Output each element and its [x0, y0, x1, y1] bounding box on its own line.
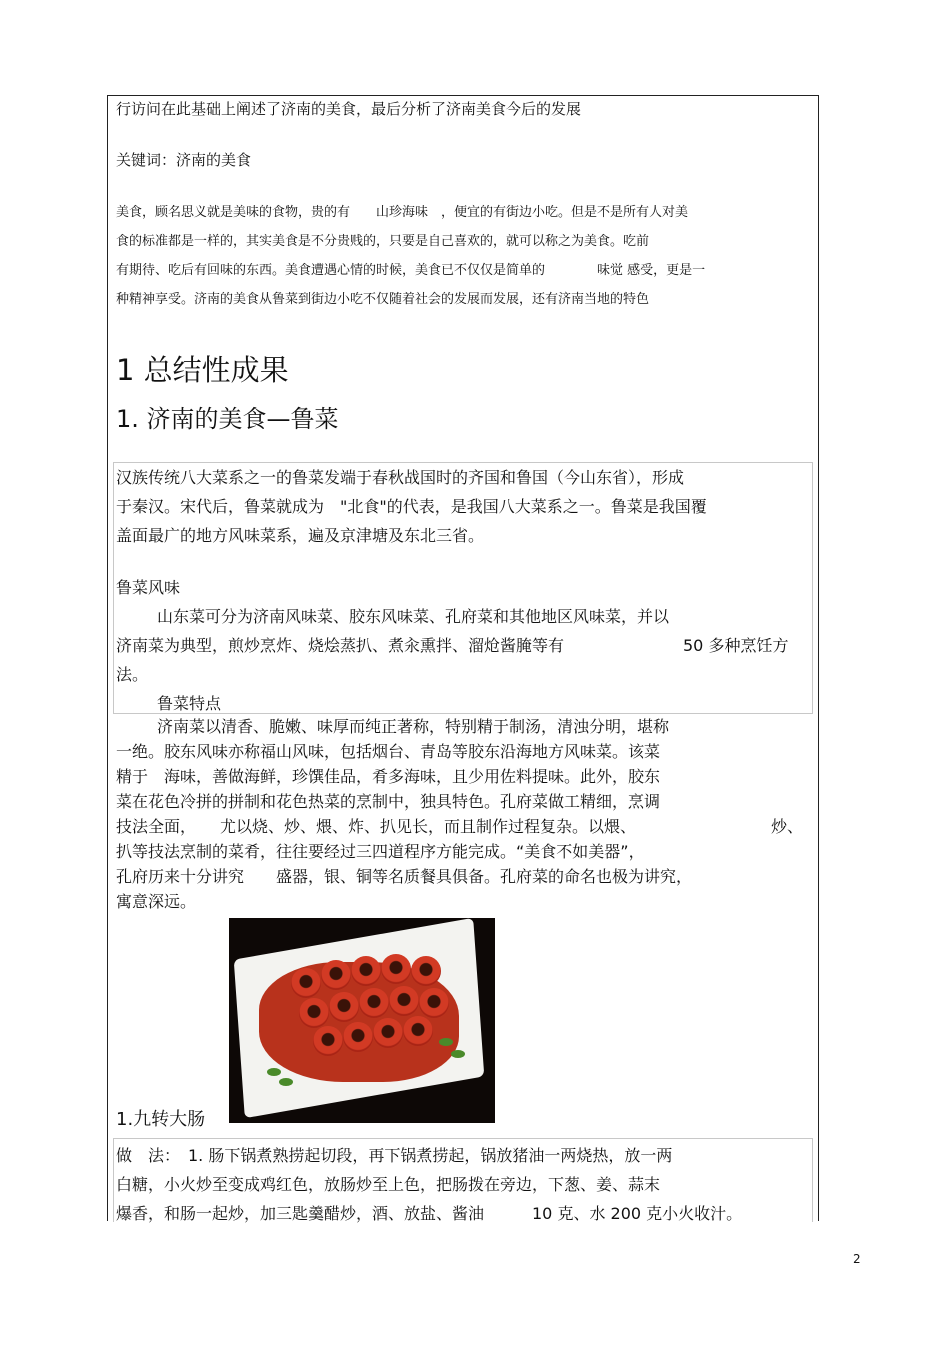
herb-shape	[439, 1038, 453, 1046]
feature-line: 扒等技法烹制的菜肴，往往要经过三四道程序方能完成。“美食不如美器”，	[116, 842, 645, 861]
feature-line: 技法全面， 尤以烧、炒、煨、炸、扒见长，而且制作过程复杂。以煨、	[116, 817, 637, 836]
intro-para-line: 美食，顾名思义就是美味的食物，贵的有 山珍海味 ，便宜的有街边小吃。但是不是所有人对美	[116, 205, 689, 220]
dish-title: 1.九转大肠	[116, 1109, 206, 1130]
feature-line: 寓意深远。	[116, 892, 197, 911]
roll-shape	[321, 960, 351, 990]
flavor-line: 50 多种烹饪方	[683, 636, 789, 655]
feature-line: 济南菜以清香、脆嫩、味厚而纯正著称，特别精于制汤，清浊分明，堪称	[157, 717, 670, 736]
roll-shape	[313, 1026, 343, 1056]
dish-photo	[229, 918, 495, 1123]
method-line: 做 法： 1. 肠下锅煮熟捞起切段，再下锅煮捞起，锅放猪油一两烧热，放一两	[116, 1146, 673, 1165]
intro-para-line: 有期待、吃后有回味的东西。美食遭遇心情的时候，美食已不仅仅是简单的 味觉 感受，更是一	[116, 263, 706, 278]
flavor-title: 鲁菜风味	[116, 578, 181, 597]
roll-shape	[373, 1018, 403, 1048]
roll-shape	[359, 988, 389, 1018]
roll-shape	[299, 998, 329, 1028]
feature-line: 精于 海味，善做海鲜，珍馔佳品，肴多海味，且少用佐料提味。此外，胶东	[116, 767, 661, 786]
feature-line: 炒、	[771, 817, 804, 836]
roll-shape	[381, 954, 411, 984]
roll-shape	[291, 968, 321, 998]
flavor-line: 法。	[116, 665, 149, 684]
intro-para-line: 食的标准都是一样的，其实美食是不分贵贱的，只要是自己喜欢的，就可以称之为美食。吃前	[116, 234, 650, 249]
feature-line: 孔府历来十分讲究 盛器，银、铜等名质餐具俱备。孔府菜的命名也极为讲究，	[116, 867, 693, 886]
roll-shape	[419, 988, 449, 1018]
method-line: 白糖，小火炒至变成鸡红色，放肠炒至上色，把肠拨在旁边，下葱、姜、蒜末	[116, 1175, 661, 1194]
section-heading: 1 总结性成果	[116, 353, 289, 387]
subsection-heading: 1. 济南的美食—鲁菜	[116, 405, 339, 433]
intro-line: 行访问在此基础上阐述了济南的美食，最后分析了济南美食今后的发展	[116, 100, 582, 118]
roll-shape	[403, 1016, 433, 1046]
flavor-line: 济南菜为典型，煎炒烹炸、烧烩蒸扒、煮汆熏拌、溜炝酱腌等有	[116, 636, 565, 655]
feature-title: 鲁菜特点	[157, 694, 222, 713]
feature-line: 一绝。胶东风味亦称福山风味，包括烟台、青岛等胶东沿海地方风味菜。该菜	[116, 742, 661, 761]
page-number: 2	[853, 1252, 861, 1266]
feature-line: 菜在花色冷拼的拼制和花色热菜的烹制中，独具特色。孔府菜做工精细，烹调	[116, 792, 661, 811]
flavor-line: 山东菜可分为济南风味菜、胶东风味菜、孔府菜和其他地区风味菜，并以	[157, 607, 670, 626]
keywords: 关键词：济南的美食	[116, 151, 252, 169]
herb-shape	[451, 1050, 465, 1058]
herb-shape	[267, 1068, 281, 1076]
herb-shape	[279, 1078, 293, 1086]
lucai-line: 盖面最广的地方风味菜系，遍及京津塘及东北三省。	[116, 526, 485, 545]
intro-para-line: 种精神享受。济南的美食从鲁菜到街边小吃不仅随着社会的发展而发展，还有济南当地的特色	[116, 292, 650, 307]
lucai-line: 汉族传统八大菜系之一的鲁菜发端于春秋战国时的齐国和鲁国（今山东省），形成	[116, 468, 685, 487]
roll-shape	[389, 986, 419, 1016]
method-line: 爆香，和肠一起炒，加三匙羹醋炒，酒、放盐、酱油 10 克、水 200 克小火收汁。	[116, 1204, 743, 1223]
roll-shape	[411, 956, 441, 986]
lucai-line: 于秦汉。宋代后，鲁菜就成为 "北食"的代表，是我国八大菜系之一。鲁菜是我国覆	[116, 497, 707, 516]
roll-shape	[343, 1022, 373, 1052]
roll-shape	[329, 992, 359, 1022]
roll-shape	[351, 956, 381, 986]
